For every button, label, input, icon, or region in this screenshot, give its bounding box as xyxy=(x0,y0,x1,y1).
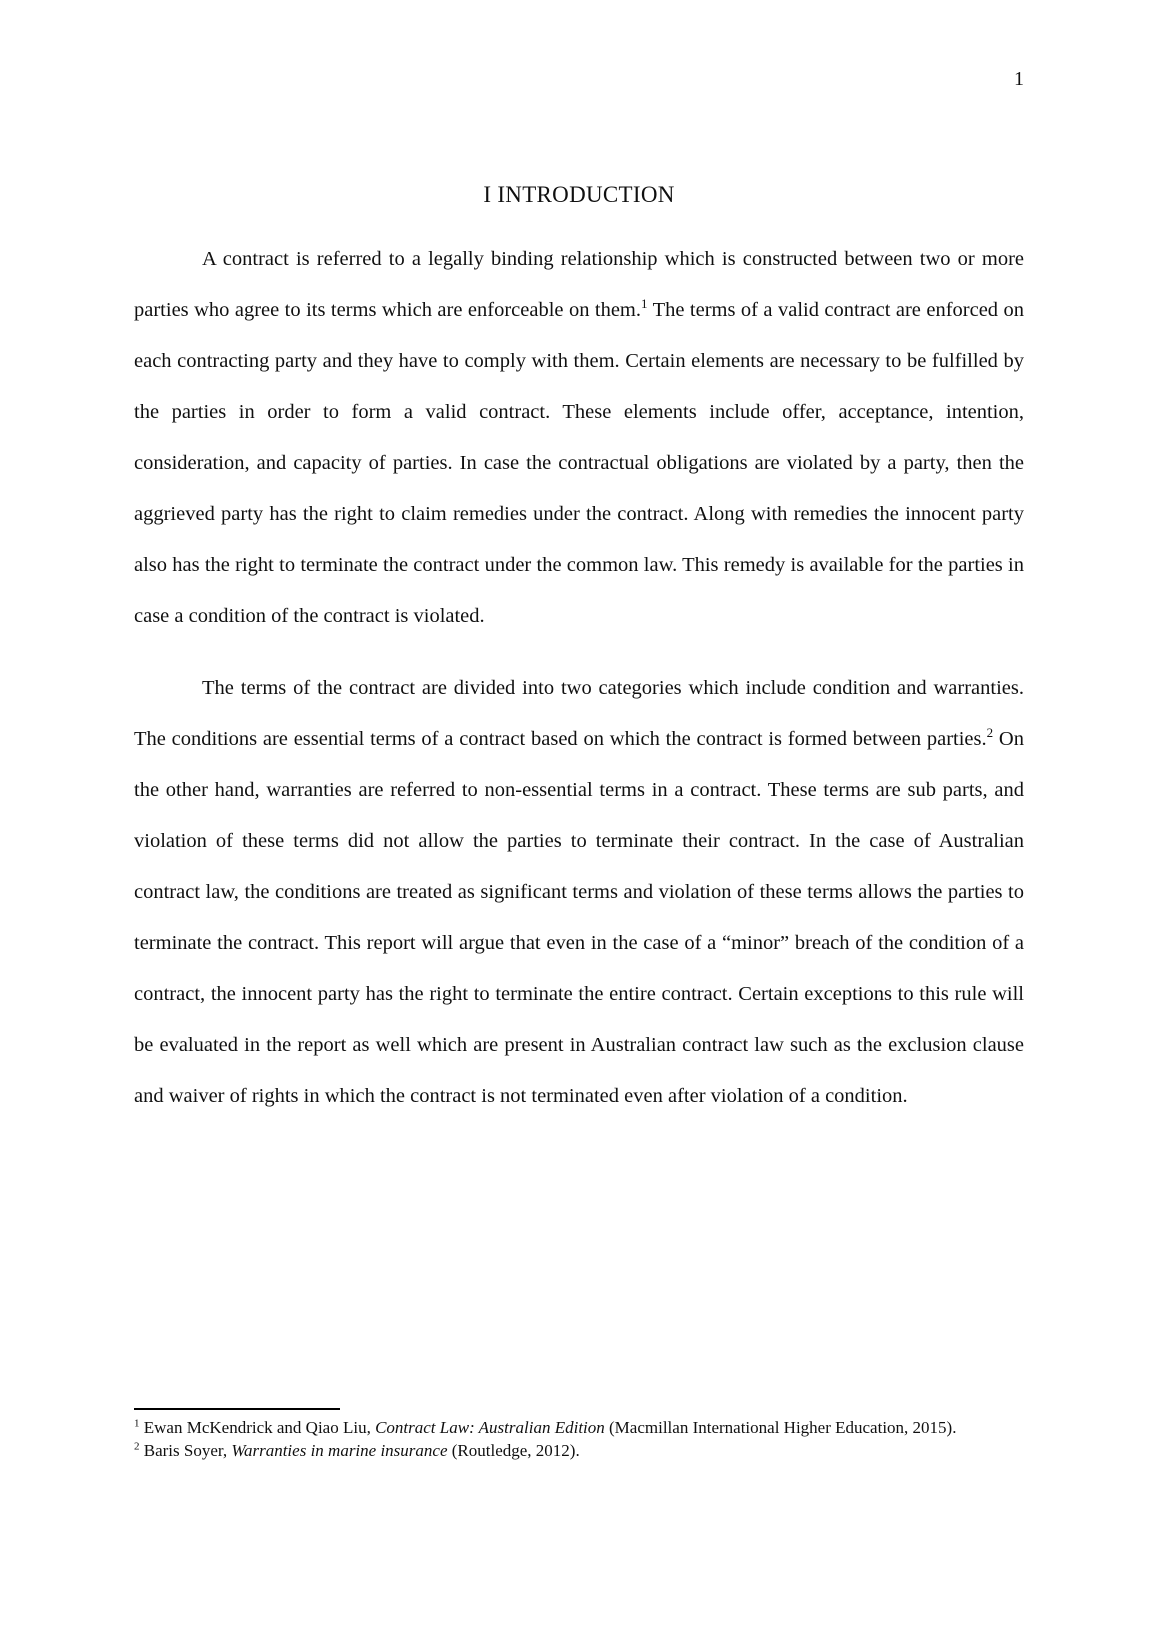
footnote-2 xyxy=(134,1440,1024,1463)
footnote-text: (Macmillan International Higher Education, 2015). xyxy=(604,1418,957,1437)
footnote-1 xyxy=(134,1417,1024,1440)
paragraph-text: The terms of a valid contract are enforced on each contracting party and they have to comply with them. Certain elements are necessary to be fulfilled by the parties in order to form a valid contract. These elements include offer, acceptance, intention, consideration, and capacity of parties. In case the contractual obligations are violated by a party, then the aggrieved party has the right to claim remedies under the contract. Along with remedies the innocent party also has the right to terminate the contract under the common law. This remedy is available for the parties in case a condition of the contract is violated. xyxy=(134,299,1025,627)
paragraph-text: The terms of the contract are divided into two categories which include condition and warranties. The conditions are essential terms of a contract based on which the contract is formed between parties. xyxy=(134,677,1024,750)
footnote-separator xyxy=(134,1408,340,1410)
footnote-text: Ewan McKendrick and Qiao Liu, xyxy=(139,1418,376,1437)
footnote-number-2: 2 xyxy=(134,1439,140,1452)
footnote-marker-1: 1 xyxy=(641,296,648,312)
footnote-text: Baris Soyer, xyxy=(139,1440,232,1460)
paragraph-text: On the other hand, warranties are referred to non-essential terms in a contract. These terms are sub parts, and violation of these terms did not allow the parties to terminate their contract. In the case of Australian contract law, the conditions are treated as significant terms and violation of these terms allows the parties to terminate the contract. This report will argue that even in the case of a “minor” breach of the condition of a contract, the innocent party has the right to terminate the entire contract. Certain exceptions to this rule will be evaluated in the report as well which are present in Australian contract law such as the exclusion clause and waiver of rights in which the contract is not terminated even after violation of a condition. xyxy=(134,728,1024,1107)
footnote-number-1: 1 xyxy=(134,1417,140,1430)
section-heading: I INTRODUCTION xyxy=(483,182,675,207)
footnote-citation-title: Warranties in marine insurance xyxy=(231,1440,448,1460)
footnote-citation-title: Contract Law: Australian Edition xyxy=(375,1418,605,1437)
document-body xyxy=(134,182,1024,1122)
page-number: 1 xyxy=(1014,68,1024,90)
footnotes-section xyxy=(134,1408,1024,1462)
paragraph-text: A contract is referred to a legally binding relationship which is constructed between two or more parties who agree to its terms which are enforceable on them. xyxy=(134,248,1024,321)
footnote-marker-2: 2 xyxy=(986,725,994,741)
footnote-text: (Routledge, 2012). xyxy=(447,1440,580,1460)
paragraph-2 xyxy=(134,663,1024,1122)
paragraph-1 xyxy=(134,234,1024,642)
